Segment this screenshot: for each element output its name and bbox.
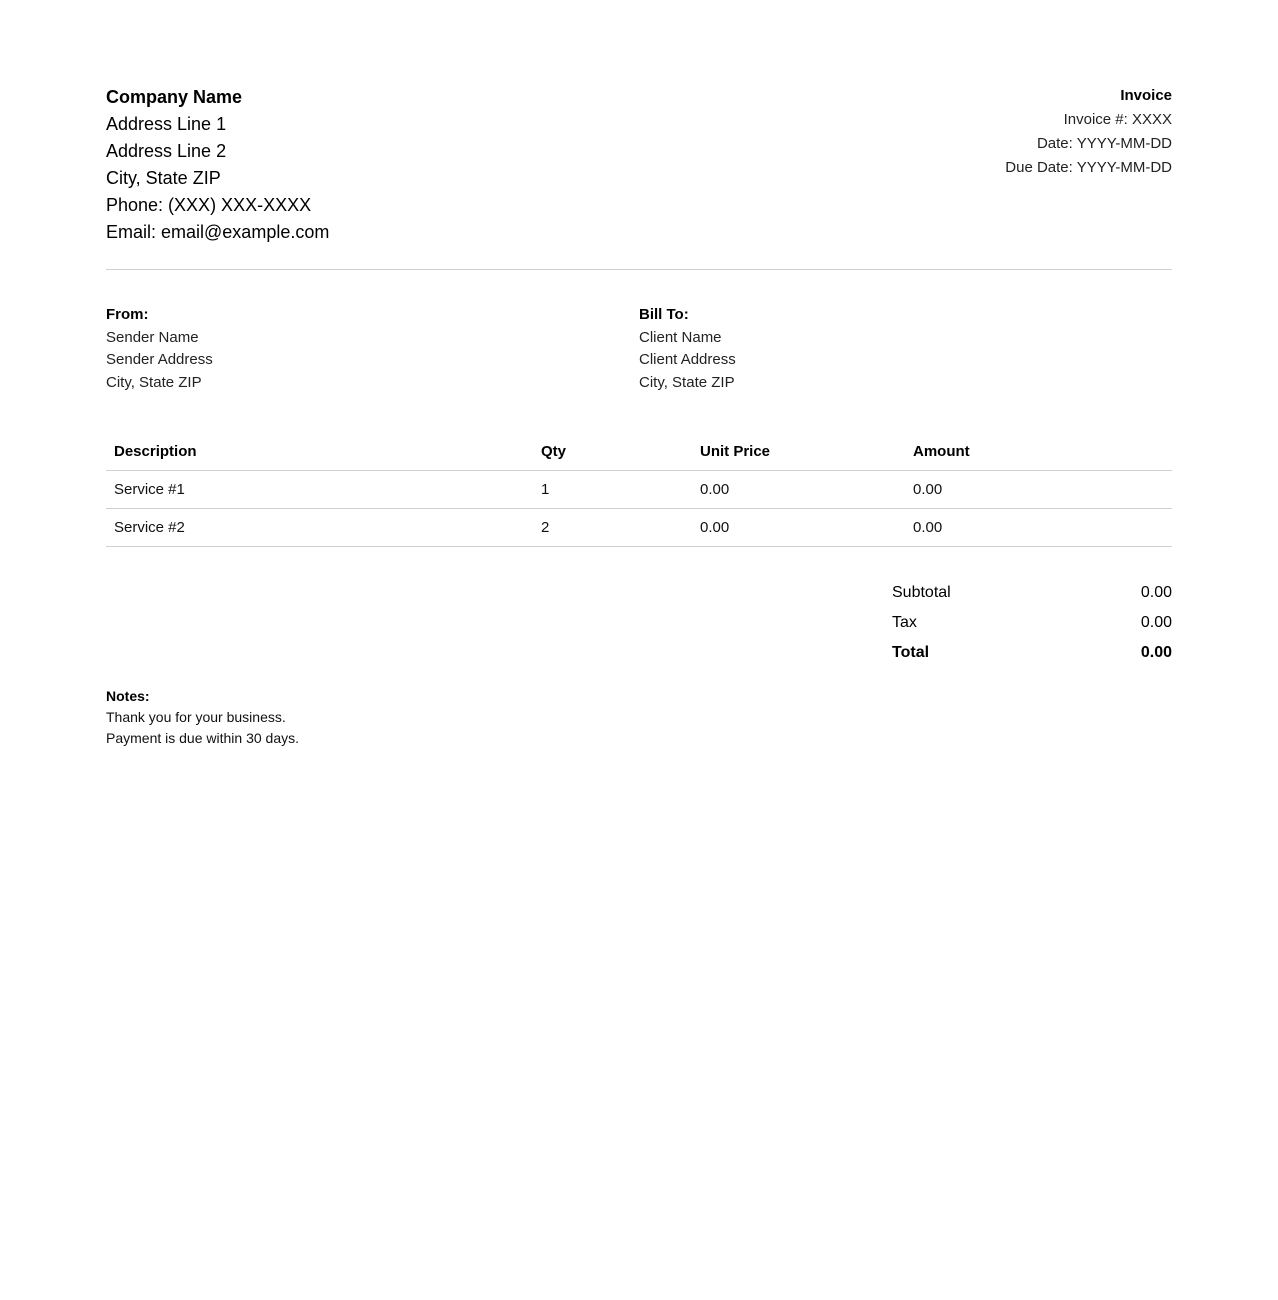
cell-amount: 0.00 bbox=[905, 509, 1172, 547]
table-row bbox=[106, 509, 1172, 547]
cell-unit-price: 0.00 bbox=[692, 509, 905, 547]
from-label: From: bbox=[106, 306, 149, 323]
subtotal-row bbox=[892, 578, 1172, 608]
total-label: Total bbox=[892, 644, 930, 661]
cell-qty: 1 bbox=[533, 471, 692, 509]
invoice-due-date: Due Date: YYYY-MM-DD bbox=[1005, 159, 1172, 176]
company-address-line-2: Address Line 2 bbox=[106, 141, 227, 161]
invoice-title: Invoice bbox=[1120, 87, 1172, 104]
bill-to-block bbox=[639, 304, 1172, 394]
total-value: 0.00 bbox=[1140, 644, 1172, 661]
company-info bbox=[106, 84, 329, 246]
header-description: Description bbox=[106, 432, 533, 471]
cell-unit-price: 0.00 bbox=[692, 471, 905, 509]
notes-label: Notes: bbox=[106, 688, 150, 704]
header-qty: Qty bbox=[533, 432, 692, 471]
header-amount: Amount bbox=[905, 432, 1172, 471]
cell-qty: 2 bbox=[533, 509, 692, 547]
tax-label: Tax bbox=[892, 614, 917, 631]
tax-value: 0.00 bbox=[1140, 614, 1172, 631]
company-phone: Phone: (XXX) XXX-XXXX bbox=[106, 195, 312, 215]
invoice-date: Date: YYYY-MM-DD bbox=[1036, 135, 1172, 152]
sender-name: Sender Name bbox=[106, 328, 199, 346]
cell-description: Service #1 bbox=[106, 471, 533, 509]
client-city-state-zip: City, State ZIP bbox=[639, 373, 735, 391]
bill-to-label: Bill To: bbox=[639, 306, 689, 323]
header-divider bbox=[106, 269, 1172, 270]
invoice-document bbox=[106, 84, 1172, 749]
subtotal-label: Subtotal bbox=[892, 584, 951, 601]
notes-line-1: Thank you for your business. bbox=[106, 709, 286, 725]
company-name: Company Name bbox=[106, 87, 243, 107]
sender-city-state-zip: City, State ZIP bbox=[106, 373, 202, 391]
table-row bbox=[106, 471, 1172, 509]
cell-amount: 0.00 bbox=[905, 471, 1172, 509]
notes-section bbox=[106, 686, 1172, 749]
invoice-number: Invoice #: XXXX bbox=[1063, 111, 1172, 128]
totals-section bbox=[892, 578, 1172, 668]
from-block bbox=[106, 304, 639, 394]
company-address-line-1: Address Line 1 bbox=[106, 114, 227, 134]
header-unit-price: Unit Price bbox=[692, 432, 905, 471]
cell-description: Service #2 bbox=[106, 509, 533, 547]
company-city-state-zip: City, State ZIP bbox=[106, 168, 221, 188]
invoice-header bbox=[106, 84, 1172, 246]
client-address: Client Address bbox=[639, 351, 736, 368]
total-row bbox=[892, 638, 1172, 668]
table-header-row bbox=[106, 432, 1172, 471]
invoice-meta bbox=[1005, 84, 1172, 180]
items-table bbox=[106, 432, 1172, 547]
sender-address: Sender Address bbox=[106, 351, 213, 368]
notes-line-2: Payment is due within 30 days. bbox=[106, 730, 299, 746]
subtotal-value: 0.00 bbox=[1140, 584, 1172, 601]
client-name: Client Name bbox=[639, 328, 722, 346]
tax-row bbox=[892, 608, 1172, 638]
parties-section bbox=[106, 304, 1172, 394]
company-email: Email: email@example.com bbox=[106, 222, 330, 242]
